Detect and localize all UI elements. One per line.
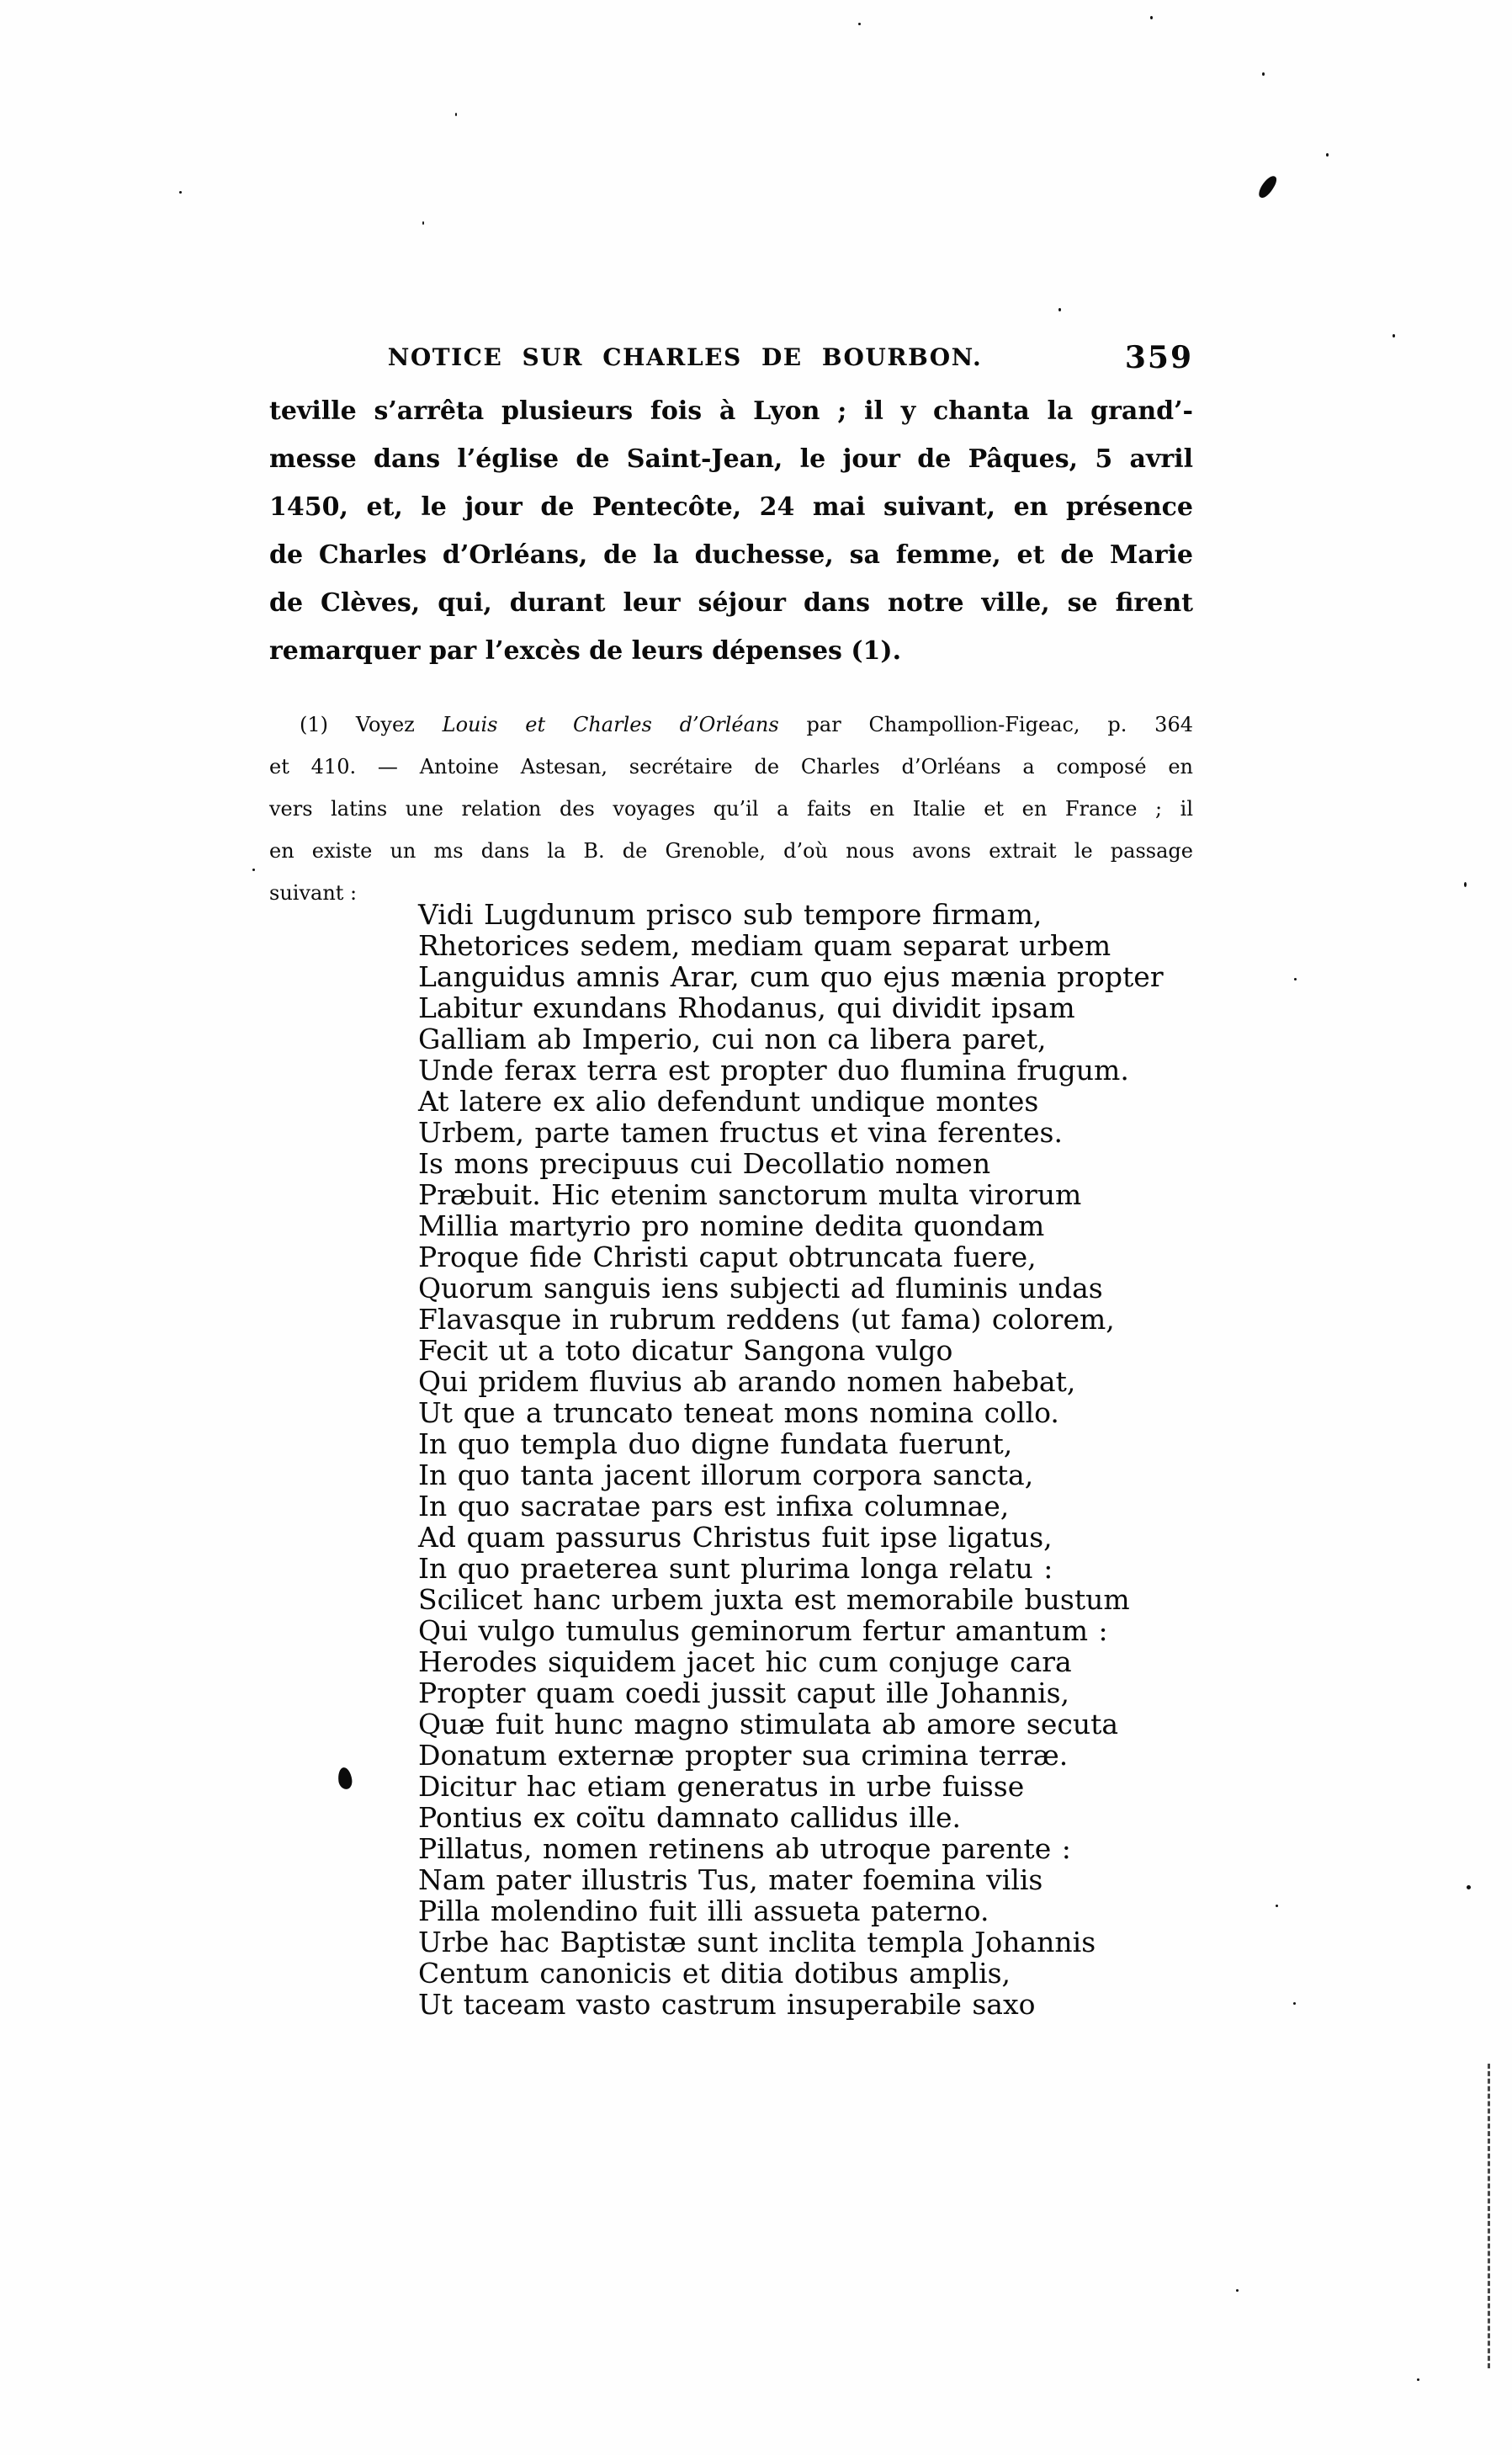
ink-speck: [455, 113, 457, 116]
verse-line: Labitur exundans Rhodanus, qui dividit ipsam: [418, 991, 1075, 1024]
ink-speck: [1058, 308, 1061, 311]
ink-speck: [1293, 2002, 1296, 2005]
verse-line: Flavasque in rubrum reddens (ut fama) colorem,: [418, 1303, 1115, 1336]
verse-line: Urbe hac Baptistæ sunt inclita templa Johannis: [418, 1926, 1096, 1958]
latin-verse: [418, 899, 1226, 2020]
ink-speck: [422, 221, 424, 225]
verse-line: Præbuit. Hic etenim sanctorum multa virorum: [418, 1178, 1082, 1211]
ink-speck: [1326, 153, 1329, 157]
verse-line: Qui vulgo tumulus geminorum fertur amantum :: [418, 1614, 1108, 1647]
footnote-marker-text: (1) Voyez: [300, 713, 443, 736]
verse-line: Galliam ab Imperio, cui non ca libera paret,: [418, 1023, 1047, 1055]
verse-line: Proque fide Christi caput obtruncata fuere,: [418, 1241, 1037, 1273]
verse-line: In quo praeterea sunt plurima longa relatu :: [418, 1552, 1053, 1585]
verse-line: Ad quam passurus Christus fuit ipse ligatus,: [418, 1521, 1053, 1554]
footnote-first-line: [269, 704, 1193, 746]
paragraph-line: de Clèves, qui, durant leur séjour dans notre ville, se firent: [269, 588, 1193, 618]
verse-line: Is mons precipuus cui Decollatio nomen: [418, 1147, 991, 1180]
verse-line: In quo sacratae pars est infixa columnae,: [418, 1490, 1010, 1522]
paragraph-line: de Charles d’Orléans, de la duchesse, sa femme, et de Marie: [269, 540, 1193, 570]
ink-speck: [1150, 16, 1153, 19]
verse-line: Millia martyrio pro nomine dedita quondam: [418, 1209, 1045, 1242]
verse-line: Donatum externæ propter sua crimina terræ.: [418, 1739, 1069, 1772]
ink-speck: [858, 23, 861, 25]
footnote: [269, 704, 1193, 914]
verse-line: At latere ex alio defendunt undique montes: [418, 1085, 1039, 1118]
verse-line: Ut taceam vasto castrum insuperabile saxo: [418, 1988, 1036, 2021]
verse-line: Rhetorices sedem, mediam quam separat urbem: [418, 929, 1111, 962]
verse-line: Fecit ut a toto dicatur Sangona vulgo: [418, 1334, 953, 1367]
ink-speck: [1294, 978, 1297, 980]
footnote-line: et 410. — Antoine Astesan, secrétaire de Charles d’Orléans a composé en: [269, 755, 1193, 778]
verse-line: Quæ fuit hunc magno stimulata ab amore secuta: [418, 1708, 1119, 1740]
verse-line: Ut que a truncato teneat mons nomina collo.: [418, 1396, 1059, 1429]
verse-line: Pillatus, nomen retinens ab utroque parente :: [418, 1832, 1071, 1865]
verse-line: Nam pater illustris Tus, mater foemina vilis: [418, 1863, 1043, 1896]
verse-line: Quorum sanguis iens subjecti ad fluminis undas: [418, 1272, 1103, 1305]
ink-speck: [1276, 1905, 1278, 1907]
verse-line: In quo tanta jacent illorum corpora sancta,: [418, 1459, 1034, 1491]
scan-edge-marks: [1488, 2064, 1490, 2368]
footnote-line: vers latins une relation des voyages qu’il a faits en Italie et en France ; il: [269, 797, 1193, 821]
ink-speck: [252, 869, 255, 871]
verse-line: Qui pridem fluvius ab arando nomen habebat,: [418, 1365, 1076, 1398]
ink-blot: [337, 1767, 353, 1790]
verse-line: Vidi Lugdunum prisco sub tempore firmam,: [418, 898, 1042, 931]
verse-line: Unde ferax terra est propter duo flumina frugum.: [418, 1054, 1129, 1087]
verse-line: Propter quam coedi jussit caput ille Johannis,: [418, 1677, 1070, 1709]
ink-speck: [179, 191, 182, 194]
verse-line: In quo templa duo digne fundata fuerunt,: [418, 1427, 1013, 1460]
ink-speck: [1417, 2378, 1419, 2381]
page-number: 359: [1124, 340, 1193, 375]
footnote-italic-title: Louis et Charles d’Orléans: [442, 713, 779, 736]
paragraph-line: 1450, et, le jour de Pentecôte, 24 mai suivant, en présence: [269, 492, 1193, 522]
ink-speck: [1393, 334, 1395, 337]
verse-line: Languidus amnis Arar, cum quo ejus mænia propter: [418, 960, 1164, 993]
footnote-line: en existe un ms dans la B. de Grenoble, d’où nous avons extrait le passage: [269, 839, 1193, 863]
ink-blot: [1256, 173, 1279, 200]
footnote-lines: [269, 746, 1193, 914]
running-title: NOTICE SUR CHARLES DE BOURBON.: [387, 343, 983, 371]
page-header: [269, 340, 1193, 380]
footnote-reference-text: par Champollion-Figeac, p. 364: [778, 713, 1193, 736]
ink-speck: [1262, 72, 1265, 76]
verse-line: Dicitur hac etiam generatus in urbe fuisse: [418, 1770, 1025, 1803]
main-paragraph: [269, 387, 1193, 675]
ink-speck: [1467, 1885, 1471, 1889]
ink-speck: [1464, 882, 1467, 887]
verse-line: Urbem, parte tamen fructus et vina ferentes.: [418, 1116, 1063, 1149]
verse-line: Pilla molendino fuit illi assueta paterno.: [418, 1894, 989, 1927]
verse-line: Centum canonicis et ditia dotibus amplis,: [418, 1957, 1011, 1990]
paragraph-line: teville s’arrêta plusieurs fois à Lyon ; il y chanta la grand’-: [269, 396, 1193, 426]
paragraph-line: messe dans l’église de Saint-Jean, le jour de Pâques, 5 avril: [269, 444, 1193, 474]
footnote-line: suivant :: [269, 881, 358, 905]
verse-line: Pontius ex coïtu damnato callidus ille.: [418, 1801, 961, 1834]
verse-line: Herodes siquidem jacet hic cum conjuge cara: [418, 1645, 1072, 1678]
verse-line: Scilicet hanc urbem juxta est memorabile bustum: [418, 1583, 1130, 1616]
ink-speck: [1236, 2289, 1239, 2292]
paragraph-line: remarquer par l’excès de leurs dépenses (1).: [269, 636, 902, 666]
